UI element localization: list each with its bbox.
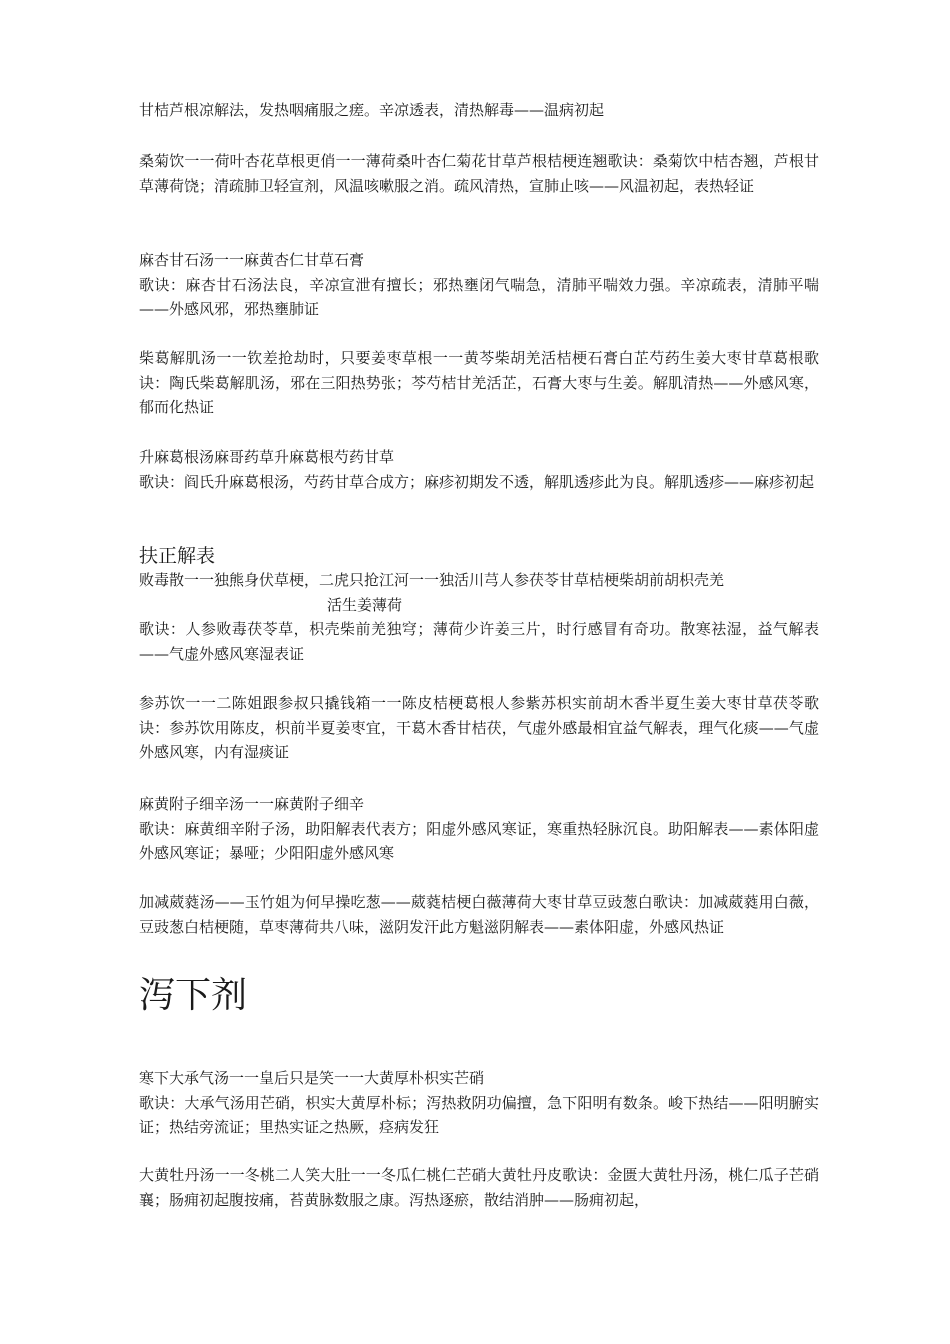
verse-line: 歌诀：麻杏甘石汤法良，辛凉宣泄有擅长；邪热壅闭气喘急，清肺平喘效力强。辛凉疏表，清肺平喘——外感风邪，邪热壅肺证: [139, 275, 819, 318]
verse-line: 歌诀：麻黄细辛附子汤，助阳解表代表方；阳虚外感风寒证，寒重热轻脉沉良。助阳解表——素体阳虚外感风寒证；暴哑；少阳阳虚外感风寒: [139, 819, 819, 862]
formula-line-continued: 活生姜薄荷: [327, 595, 403, 614]
paragraph-shen-su-yin: 参苏饮一一二陈姐跟参叔只撬钱箱一一陈皮桔梗葛根人参紫苏枳实前胡木香半夏生姜大枣甘草茯苓歌诀：参苏饮用陈皮，枳前半夏姜枣宜，干葛木香甘桔茯，气虚外感最相宜益气解表，理气化痰——气虚外感风寒，内有湿痰证: [139, 694, 819, 761]
verse-line: 歌诀：人参败毒茯苓草，枳壳柴前羌独穹；薄荷少许姜三片，时行感冒有奇功。散寒祛湿，益气解表——气虚外感风寒湿表证: [139, 620, 819, 663]
section-heading-fu-zheng-jie-biao: 扶正解表: [139, 545, 216, 567]
verse-line: 歌诀：大承气汤用芒硝，枳实大黄厚朴标；泻热救阴功偏擅，急下阳明有数条。峻下热结——阳明腑实证；热结旁流证；里热实证之热厥，痉病发狂: [139, 1093, 819, 1136]
formula-line: 麻杏甘石汤一一麻黄杏仁甘草石膏: [139, 251, 365, 269]
verse-line: 歌诀：阎氏升麻葛根汤，芍药甘草合成方；麻疹初期发不透，解肌透疹此为良。解肌透疹——麻疹初起: [139, 472, 815, 491]
section-sheng-ma-ge-gen-tang: [139, 445, 819, 494]
section-ma-huang-fu-zi-xi-xin-tang: [139, 792, 819, 866]
formula-line: 败毒散一一独熊身伏草梗，二虎只抢江河一一独活川芎人参茯苓甘草桔梗柴胡前胡枳壳羌: [139, 571, 725, 589]
formula-line: 麻黄附子细辛汤一一麻黄附子细辛: [139, 795, 365, 813]
paragraph-chai-ge-jie-ji-tang: 柴葛解肌汤一一钦差抢劫时，只要姜枣草根一一黄芩柴胡羌活桔梗石膏白芷芍药生姜大枣甘草葛根歌诀：陶氏柴葛解肌汤，邪在三阳热势张；芩芍桔甘羌活芷，石膏大枣与生姜。解肌清热——外感风寒，郁而化热证: [139, 349, 819, 416]
formula-line: 升麻葛根汤麻哥药草升麻葛根芍药甘草: [139, 448, 395, 466]
section-da-cheng-qi-tang: [139, 1066, 819, 1140]
chapter-heading-xie-xia-ji: 泻下剂: [139, 975, 248, 1016]
paragraph-da-huang-mu-dan-tang: 大黄牡丹汤一一冬桃二人笑大肚一一冬瓜仁桃仁芒硝大黄牡丹皮歌诀：金匮大黄牡丹汤，桃仁瓜子芒硝襄；肠痈初起腹按痛，苔黄脉数服之康。泻热逐瘀，散结消肿——肠痈初起，: [139, 1166, 819, 1209]
paragraph-jia-jian-wei-rui-tang: 加减葳蕤汤——玉竹姐为何早操吃葱——葳蕤桔梗白薇薄荷大枣甘草豆豉葱白歌诀：加减葳蕤用白薇，豆豉葱白桔梗随，草枣薄荷共八味，滋阴发汗此方魁滋阴解表——素体阳虚，外感风热证: [139, 893, 819, 936]
section-bai-du-san: [139, 568, 819, 666]
section-ma-xing-gan-shi-tang: [139, 248, 819, 322]
formula-line: 寒下大承气汤一一皇后只是笑一一大黄厚朴枳实芒硝: [139, 1069, 485, 1087]
paragraph-gan-jie-lu-gen: 甘桔芦根凉解法，发热咽痛服之瘥。辛凉透表，清热解毒——温病初起: [139, 101, 605, 119]
paragraph-sang-ju-yin: 桑菊饮一一荷叶杏花草根更俏一一薄荷桑叶杏仁菊花甘草芦根桔梗连翘歌诀：桑菊饮中桔杏翘，芦根甘草薄荷饶；清疏肺卫轻宣剂，风温咳嗽服之消。疏风清热，宣肺止咳——风温初起，表热轻证: [139, 152, 819, 195]
